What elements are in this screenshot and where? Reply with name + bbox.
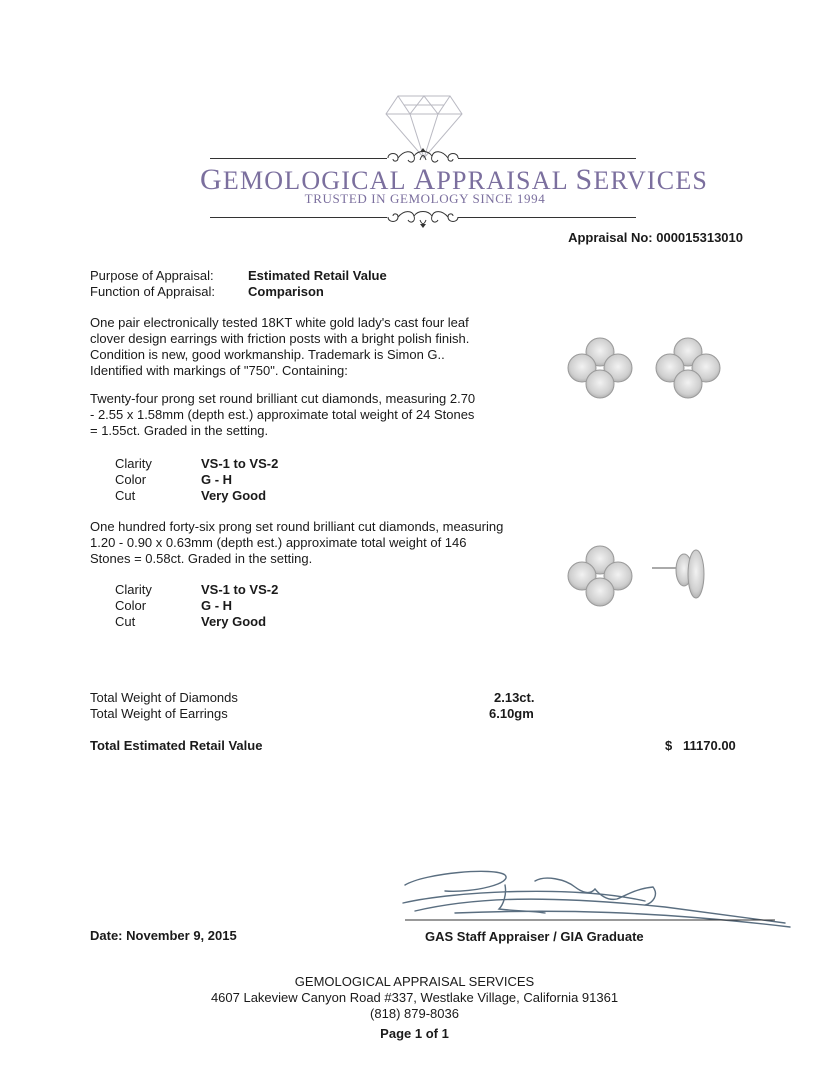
stone-group-2-grades [115,582,278,630]
total-retail-value-label: Total Estimated Retail Value [90,738,263,753]
item-description [90,315,510,379]
header-rule-bottom-left [210,217,387,218]
grade-label: Clarity [115,456,152,471]
stone-group-1-grades [115,456,278,504]
grade-row-cut [115,488,278,504]
appraisal-date: Date: November 9, 2015 [90,928,237,943]
stone-description-line: = 1.55ct. Graded in the setting. [90,423,269,438]
description-line: One pair electronically tested 18KT white gold lady's cast four leaf [90,315,469,330]
footer-phone: (818) 879-8036 [370,1006,459,1021]
stone-description-line: - 2.55 x 1.58mm (depth est.) approximate total weight of 24 Stones [90,407,475,422]
clover-earring-front [568,546,632,606]
grade-value: Very Good [201,614,267,629]
total-diamond-weight-value: 2.13ct. [494,690,535,705]
grade-label: Clarity [115,582,152,597]
grade-row-color [115,472,278,488]
stone-group-2-description [90,519,510,567]
ornament-scroll-icon [384,208,462,228]
clover-earring-side [652,550,704,598]
total-retail-value: 11170.00 [683,738,736,753]
stone-group-1-description [90,391,510,439]
grade-value: Very Good [201,488,267,503]
clover-earring-left [568,338,632,398]
grade-row-color [115,598,278,614]
total-earring-weight-label: Total Weight of Earrings [90,706,228,721]
stone-description-line: 1.20 - 0.90 x 0.63mm (depth est.) approximate total weight of 146 [90,535,467,550]
page-number: Page 1 of 1 [380,1026,449,1041]
clover-earring-right [656,338,720,398]
total-diamond-weight-label: Total Weight of Diamonds [90,690,238,705]
function-value: Comparison [248,284,324,299]
appraiser-signature [395,865,795,935]
company-tagline: TRUSTED IN GEMOLOGY SINCE 1994 [304,191,546,206]
footer-address: 4607 Lakeview Canyon Road #337, Westlake Village, California 91361 [210,990,619,1005]
grade-label: Color [115,472,147,487]
header-rule-bottom-right [458,217,636,218]
header-rule-top-left [210,158,387,159]
grade-value: VS-1 to VS-2 [201,456,279,471]
total-earring-weight-value: 6.10gm [489,706,534,721]
grade-label: Color [115,598,147,613]
description-line: Condition is new, good workmanship. Trademark is Simon G.. [90,347,445,362]
company-name-logo: GEMOLOGICAL APPRAISAL SERVICES [200,163,709,196]
purpose-value: Estimated Retail Value [248,268,387,283]
function-label: Function of Appraisal: [90,284,216,299]
earring-front-and-side-photo [560,538,730,614]
letterhead [0,0,829,240]
description-line: clover design earrings with friction posts with a bright polish finish. [90,331,470,346]
grade-label: Cut [115,614,136,629]
footer-company-name: GEMOLOGICAL APPRAISAL SERVICES [294,974,535,989]
grade-value: VS-1 to VS-2 [201,582,279,597]
appraisal-number: Appraisal No: 000015313010 [568,230,743,245]
stone-description-line: Twenty-four prong set round brilliant cut diamonds, measuring 2.70 [90,391,476,406]
earring-pair-front-photo [560,330,730,406]
grade-row-clarity [115,582,278,598]
grade-row-cut [115,614,278,630]
grade-label: Cut [115,488,136,503]
grade-value: G - H [201,598,233,613]
stone-description-line: One hundred forty-six prong set round brilliant cut diamonds, measuring [90,519,504,534]
grade-row-clarity [115,456,278,472]
description-line: Identified with markings of "750". Containing: [90,363,348,378]
stone-description-line: Stones = 0.58ct. Graded in the setting. [90,551,313,566]
header-rule-top-right [458,158,636,159]
purpose-label: Purpose of Appraisal: [90,268,214,283]
appraiser-title: GAS Staff Appraiser / GIA Graduate [425,929,644,944]
grade-value: G - H [201,472,233,487]
currency-symbol: $ [665,738,673,753]
